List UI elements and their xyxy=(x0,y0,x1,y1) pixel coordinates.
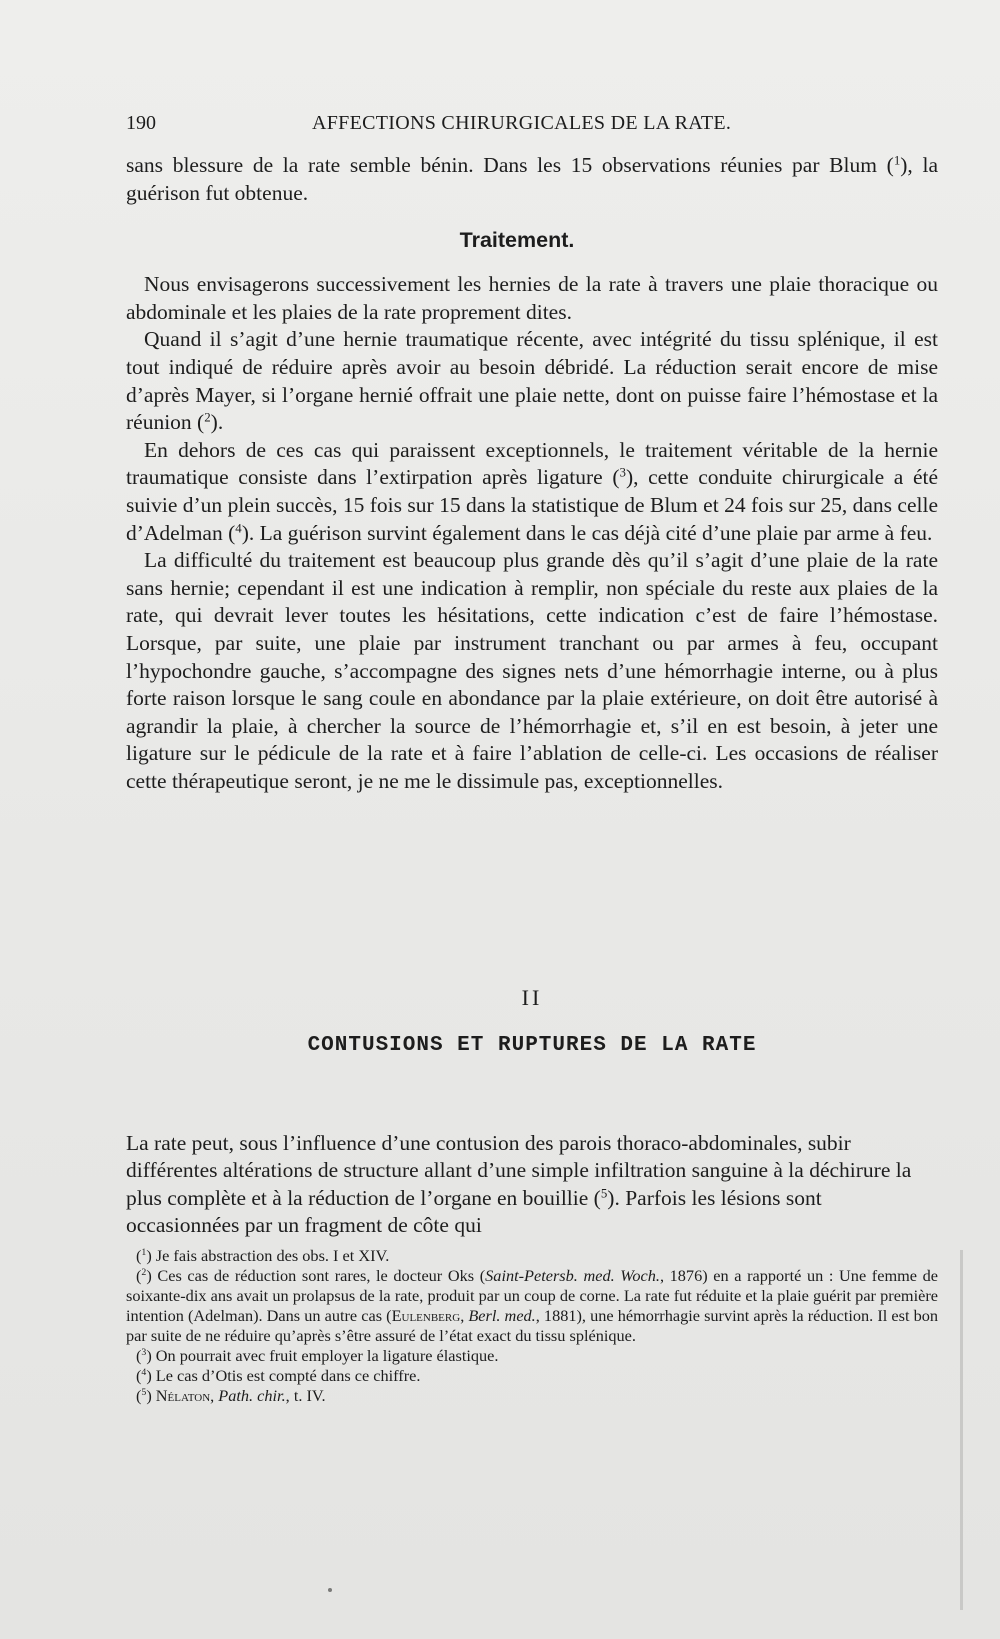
running-head xyxy=(126,112,758,142)
paper-speck xyxy=(328,1588,332,1592)
paragraph: Nous envisagerons successivement les hernies de la rate à travers une plaie thoracique ou abdominale et les plaies de la rate proprement dites. xyxy=(126,272,938,324)
chapter-number: II xyxy=(521,985,543,1010)
paragraph: Quand il s’agit d’une hernie traumatique récente, avec intégrité du tissu splénique, il est tout indiqué de réduire après avoir au besoin débridé. La réduction serait encore de mise d’après Mayer, si l’organe hernié offrait une plaie nette, dont on puisse faire l’hémostase et la réunion ($^2$). xyxy=(126,327,938,435)
footnote-ref: 3 xyxy=(619,465,626,480)
footnote-3: ($^3$) On pourrait avec fruit employer la ligature élastique. xyxy=(136,1346,499,1365)
footnote-ref: 5 xyxy=(600,1185,608,1200)
paragraph-continuation: sans blessure de la rate semble bénin. Dans les 15 observations réunies par Blum ($^1$), la guérison fut obtenue. xyxy=(126,153,938,205)
page-number: 190 xyxy=(126,112,156,134)
chapter-body xyxy=(126,1108,938,1261)
footnote-ref: 2 xyxy=(204,410,211,425)
footnote-2: ($^2$) Ces cas de réduction sont rares, le docteur Oks (Saint-Petersb. med. Woch., 1876) en a rapporté un : Une femme de soixante-dix ans avait un prolapsus de la rate, produit par un coup de corne. La rate fut réduite et la plaie guérit par première intention (Adelman). Dans un autre cas (Eulenberg, Berl. med., 1881), une hémorrhagie survint après la réduction. Il est bon par suite de ne réduire qu’après s’être assuré de l’état exact du tissu splénique. xyxy=(126,1266,939,1345)
footnotes xyxy=(126,1246,938,1406)
paragraph: La difficulté du traitement est beaucoup plus grande dès qu’il s’agit d’une plaie de la rate sans hernie; cependant il est une indication à remplir, non spéciale du reste aux plaies de la rate, qui devrait lever toutes les hésitations, cette indication c’est de faire l’hémostase. Lorsque, par suite, une plaie par instrument tranchant ou par armes à feu, occupant l’hypochondre gauche, s’accompagne des signes nets d’une hémorrhagie interne, ou à plus forte raison lorsque le sang coule en abondance par la plaie extérieure, on doit être autorisé à agrandir la plaie, à chercher la source de l’hémorrhagie et, s’il en est besoin, à jeter une ligature sur le pédicule de la rate et à faire l’ablation de celle-ci. Les occasions de réaliser cette thérapeutique seront, je ne me le dissimule pas, exceptionnelles. xyxy=(126,548,938,793)
footnote-1: ($^1$) Je fais abstraction des obs. I et XIV. xyxy=(136,1246,390,1265)
footnote-5: ($^5$) Nélaton, Path. chir., t. IV. xyxy=(136,1386,326,1405)
paragraph: En dehors de ces cas qui paraissent exceptionnels, le traitement véritable de la hernie traumatique consiste dans l’extirpation après ligature ($^3$), cette conduite chirurgicale a été suivie d’un plein succès, 15 fois sur 15 dans la statistique de Blum et 24 fois sur 25, dans celle d’Adelman ($^4$). La guérison survint également dans le cas déjà cité d’une plaie par arme à feu. xyxy=(126,437,938,545)
running-title: AFFECTIONS CHIRURGICALES DE LA RATE. xyxy=(312,112,732,134)
section-heading: Traitement. xyxy=(459,228,575,253)
footnote-ref: 1 xyxy=(893,153,901,168)
chapter-title: CONTUSIONS ET RUPTURES DE LA RATE xyxy=(307,1034,757,1057)
footnote-4: ($^4$) Le cas d’Otis est compté dans ce chiffre. xyxy=(136,1366,421,1385)
page-edge-shadow xyxy=(960,1250,963,1610)
paragraph: La rate peut, sous l’influence d’une contusion des parois thoraco-abdominales, subir différentes altérations de structure allant d’une simple infiltration sanguine à la déchirure la plus complète et à la réduction de l’organe en bouillie ($^5$). Parfois les lésions sont occasionnées par un fragment de côte qui xyxy=(126,1130,912,1238)
treatment-section xyxy=(126,152,938,795)
footnote-ref: 4 xyxy=(235,520,242,535)
